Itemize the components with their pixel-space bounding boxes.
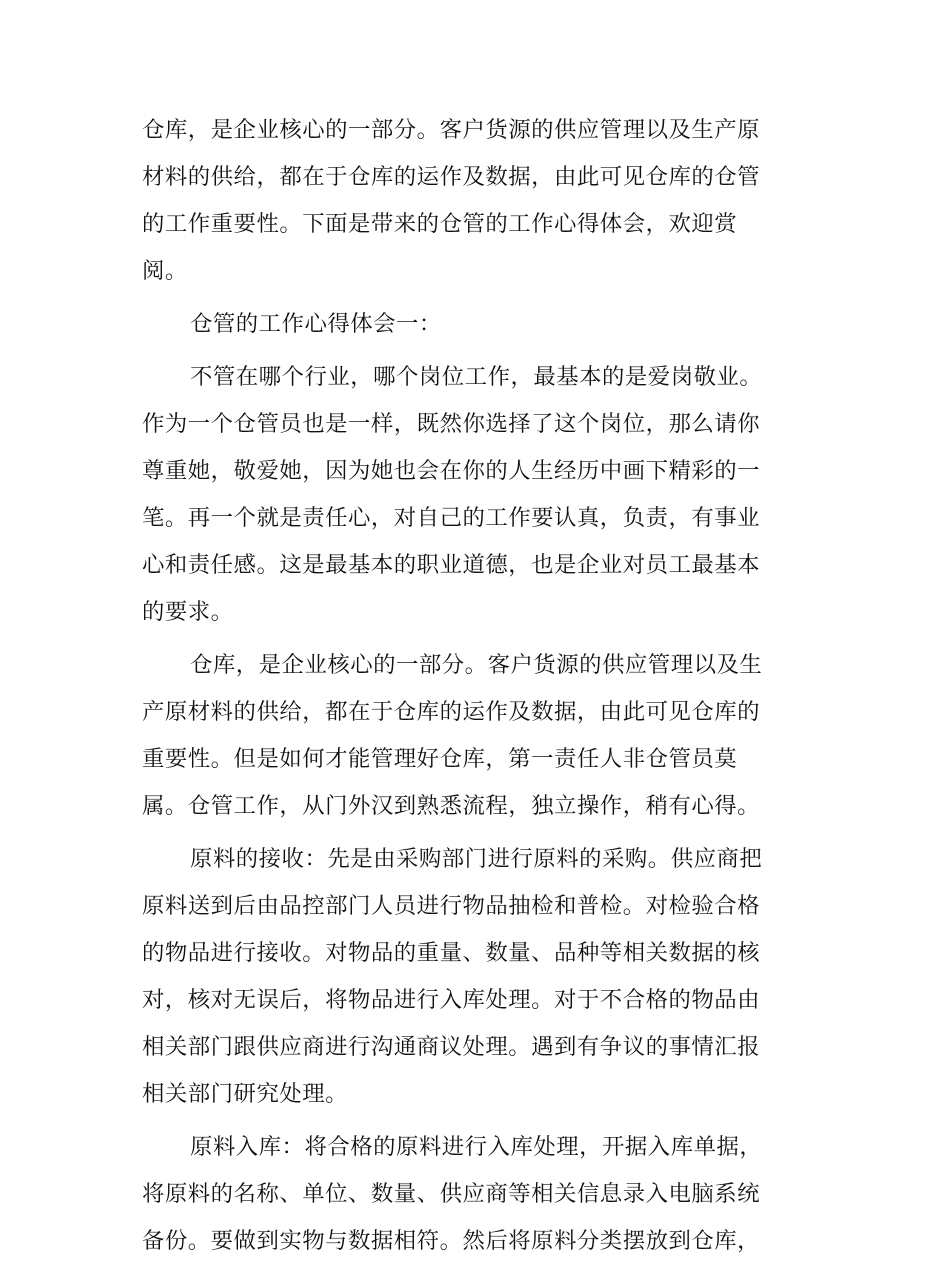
body-paragraph bbox=[142, 836, 814, 1118]
text-line: 重要性。但是如何才能管理好仓库，第一责任人非仓管员莫 bbox=[142, 746, 738, 772]
body-paragraph bbox=[142, 354, 814, 636]
text-line: 的要求。 bbox=[142, 599, 234, 625]
document-page bbox=[142, 107, 814, 1265]
text-line: 的物品进行接收。对物品的重量、数量、品种等相关数据的核 bbox=[142, 940, 761, 966]
text-line: 的工作重要性。下面是带来的仓管的工作心得体会，欢迎赏 bbox=[142, 211, 738, 237]
text-line: 相关部门研究处理。 bbox=[142, 1081, 349, 1107]
text-line: 对，核对无误后，将物品进行入库处理。对于不合格的物品由 bbox=[142, 987, 761, 1013]
text-line: 原料的接收：先是由采购部门进行原料的采购。供应商把 bbox=[190, 846, 763, 872]
body-paragraph bbox=[142, 1124, 814, 1265]
section-heading bbox=[142, 301, 814, 348]
text-line: 将原料的名称、单位、数量、供应商等相关信息录入电脑系统 bbox=[142, 1181, 761, 1207]
text-line: 仓库，是企业核心的一部分。客户货源的供应管理以及生 bbox=[190, 652, 763, 678]
text-line: 仓库，是企业核心的一部分。客户货源的供应管理以及生产原 bbox=[142, 117, 761, 143]
body-paragraph bbox=[142, 642, 814, 830]
text-line: 属。仓管工作，从门外汉到熟悉流程，独立操作，稍有心得。 bbox=[142, 793, 761, 819]
text-line: 不管在哪个行业，哪个岗位工作，最基本的是爱岗敬业。 bbox=[190, 364, 763, 390]
text-line: 尊重她，敬爱她，因为她也会在你的人生经历中画下精彩的一 bbox=[142, 458, 761, 484]
text-line: 仓管的工作心得体会一： bbox=[190, 311, 442, 337]
text-line: 原料送到后由品控部门人员进行物品抽检和普检。对检验合格 bbox=[142, 893, 761, 919]
text-line: 作为一个仓管员也是一样，既然你选择了这个岗位，那么请你 bbox=[142, 411, 761, 437]
text-line: 材料的供给，都在于仓库的运作及数据，由此可见仓库的仓管 bbox=[142, 164, 761, 190]
text-line: 产原材料的供给，都在于仓库的运作及数据，由此可见仓库的 bbox=[142, 699, 761, 725]
text-line: 笔。再一个就是责任心，对自己的工作要认真，负责，有事业 bbox=[142, 505, 761, 531]
text-line: 原料入库：将合格的原料进行入库处理，开据入库单据， bbox=[190, 1134, 763, 1160]
text-line: 心和责任感。这是最基本的职业道德，也是企业对员工最基本 bbox=[142, 552, 761, 578]
text-line: 阅。 bbox=[142, 258, 188, 284]
text-line: 相关部门跟供应商进行沟通商议处理。遇到有争议的事情汇报 bbox=[142, 1034, 761, 1060]
intro-paragraph bbox=[142, 107, 814, 295]
text-line: 备份。要做到实物与数据相符。然后将原料分类摆放到仓库， bbox=[142, 1228, 761, 1254]
